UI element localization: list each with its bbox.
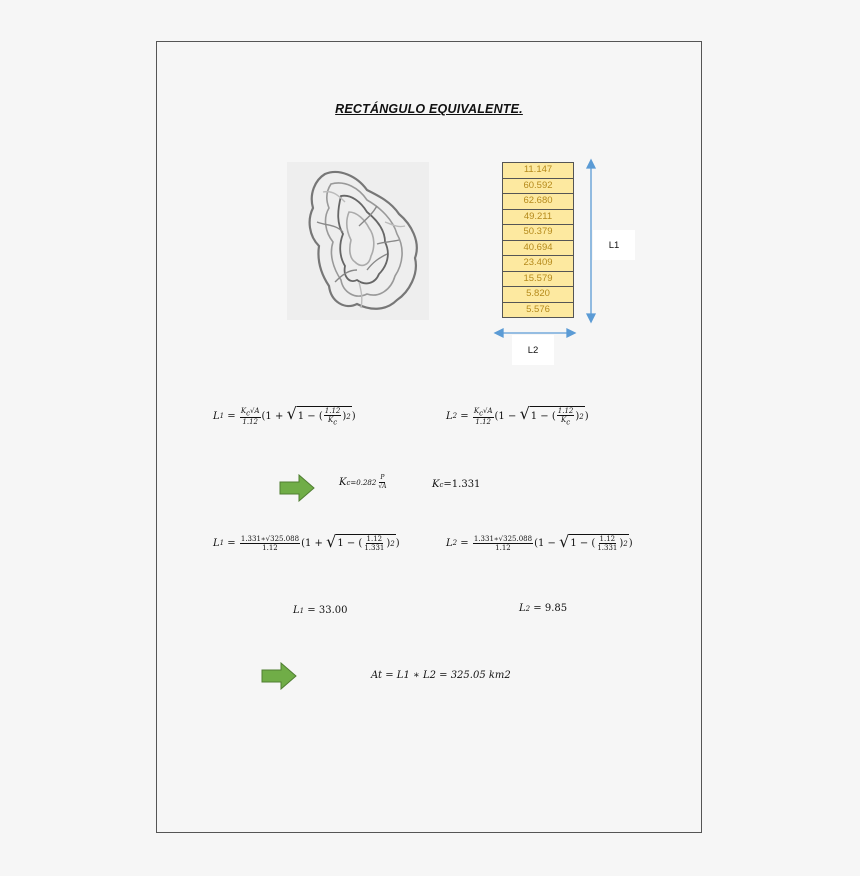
l2-dimension-label: L2 (512, 335, 554, 365)
elevation-band-cell: 40.694 (502, 241, 574, 257)
elevation-band-cell: 5.820 (502, 287, 574, 303)
page-title: RECTÁNGULO EQUIVALENTE. (335, 102, 523, 116)
document-page (156, 41, 702, 833)
dimension-arrows (157, 42, 703, 834)
formula-l1-general: L 1 = $\frac{K_c√A}{1.12}$ (1 + √ 1 − ( $\frac{1.12}{K_c}$ ) 2 ) (213, 404, 356, 427)
watershed-map-image (287, 162, 429, 320)
elevation-band-table (502, 162, 574, 318)
kc-formula: K c=0.282 $\frac{P}{√A}$ (339, 474, 387, 490)
formula-l2-general: L 2 = $\frac{K_c√A}{1.12}$ (1 − √ 1 − ( $\frac{1.12}{K_c}$ ) 2 ) (446, 404, 589, 427)
right-arrow-icon (279, 474, 315, 502)
result-l2: L 2 = 9.85 (519, 603, 568, 614)
area-result: At = L1 ∗ L2 = 325.05 km2 (371, 670, 511, 681)
elevation-band-cell: 60.592 (502, 179, 574, 195)
kc-value: K c =1.331 (432, 479, 481, 490)
right-arrow-icon (261, 662, 297, 690)
elevation-band-cell: 23.409 (502, 256, 574, 272)
elevation-band-cell: 49.211 (502, 210, 574, 226)
elevation-band-cell: 15.579 (502, 272, 574, 288)
elevation-band-cell: 62.680 (502, 194, 574, 210)
elevation-band-cell: 5.576 (502, 303, 574, 319)
elevation-band-cell: 11.147 (502, 162, 574, 179)
elevation-band-cell: 50.379 (502, 225, 574, 241)
formula-l1-substituted: L 1 = $\frac{1.331∗√325.088}{1.12}$ (1 + √ 1 − ( $\frac{1.12}{1.331}$ ) 2 ) (213, 532, 400, 552)
result-l1: L 1 = 33.00 (293, 605, 348, 616)
formula-l2-substituted: L 2 = $\frac{1.331∗√325.088}{1.12}$ (1 − √ 1 − ( $\frac{1.12}{1.331}$ ) 2 ) (446, 532, 633, 552)
l1-dimension-label: L1 (593, 230, 635, 260)
